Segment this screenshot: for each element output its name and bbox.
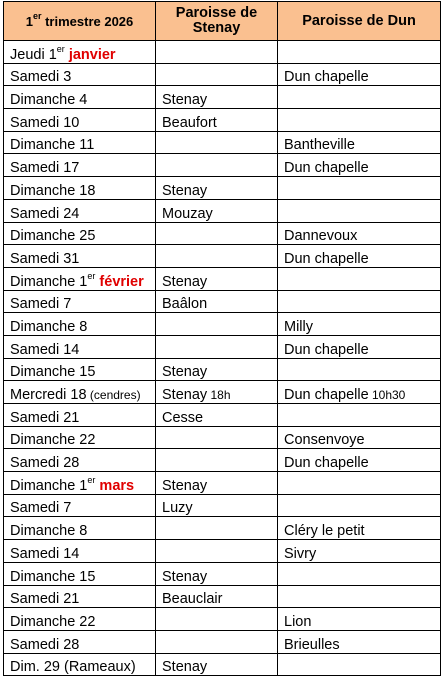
stenay-cell	[156, 494, 278, 517]
table-row	[4, 404, 441, 427]
dun-cell	[278, 585, 441, 608]
date-cell	[4, 63, 156, 86]
date-label: Samedi 31	[10, 250, 80, 267]
table-row	[4, 608, 441, 631]
stenay-cell	[156, 154, 278, 177]
date-cell	[4, 472, 156, 495]
dun-cell	[278, 154, 441, 177]
date-suffix: er	[87, 474, 96, 485]
date-label: Dimanche 22	[10, 432, 96, 449]
date-cell	[4, 86, 156, 109]
stenay-location: Stenay	[162, 568, 208, 585]
stenay-location: Beauclair	[162, 591, 223, 608]
dun-cell	[278, 199, 441, 222]
table-row	[4, 562, 441, 585]
dun-location: Dun chapelle	[284, 160, 369, 177]
date-label: Samedi 10	[10, 114, 80, 131]
dun-location: Milly	[284, 318, 313, 335]
table-row	[4, 335, 441, 358]
table-row	[4, 313, 441, 336]
table-row	[4, 199, 441, 222]
table-row	[4, 517, 441, 540]
date-label: Samedi 21	[10, 591, 80, 608]
stenay-location: Stenay	[162, 387, 208, 403]
stenay-cell	[156, 426, 278, 449]
date-label: Dimanche 8	[10, 318, 88, 335]
dun-location: Consenvoye	[284, 432, 365, 449]
date-cell	[4, 313, 156, 336]
table-row	[4, 131, 441, 154]
header-row	[4, 2, 441, 41]
dun-cell	[278, 313, 441, 336]
dun-cell	[278, 335, 441, 358]
date-cell	[4, 154, 156, 177]
stenay-cell	[156, 131, 278, 154]
dun-cell	[278, 63, 441, 86]
date-cell	[4, 199, 156, 222]
table-row	[4, 585, 441, 608]
stenay-cell	[156, 381, 278, 404]
stenay-cell	[156, 199, 278, 222]
dun-cell	[278, 494, 441, 517]
date-cell	[4, 449, 156, 472]
date-label: Dimanche 1	[10, 477, 88, 494]
table-row	[4, 358, 441, 381]
dun-location: Dun chapelle	[284, 250, 369, 267]
table-row	[4, 41, 441, 64]
date-cell	[4, 653, 156, 676]
stenay-cell	[156, 562, 278, 585]
date-label: Samedi 17	[10, 160, 80, 177]
date-label: Samedi 24	[10, 205, 80, 222]
mass-schedule-table	[3, 1, 441, 676]
date-cell	[4, 109, 156, 132]
dun-cell	[278, 358, 441, 381]
stenay-cell	[156, 86, 278, 109]
dun-cell	[278, 177, 441, 200]
date-label: Dimanche 15	[10, 364, 96, 381]
stenay-cell	[156, 177, 278, 200]
dun-location: Dun chapelle	[284, 455, 369, 472]
dun-cell	[278, 653, 441, 676]
table-row	[4, 154, 441, 177]
stenay-location: Stenay	[162, 659, 208, 676]
table-row	[4, 245, 441, 268]
date-label: Dimanche 18	[10, 182, 96, 199]
stenay-cell	[156, 630, 278, 653]
date-label: Samedi 28	[10, 455, 80, 472]
date-label: Mercredi 18	[10, 387, 87, 403]
month-label: mars	[99, 477, 135, 494]
dun-cell	[278, 426, 441, 449]
table-row	[4, 86, 441, 109]
table-row	[4, 267, 441, 290]
dun-location: Sivry	[284, 545, 317, 562]
date-cell	[4, 404, 156, 427]
date-label: Samedi 21	[10, 409, 80, 426]
date-cell	[4, 131, 156, 154]
date-suffix: er	[56, 43, 65, 54]
stenay-cell	[156, 222, 278, 245]
date-cell	[4, 358, 156, 381]
schedule-body	[4, 41, 441, 676]
stenay-cell	[156, 472, 278, 495]
stenay-cell	[156, 608, 278, 631]
dun-cell	[278, 245, 441, 268]
date-cell	[4, 608, 156, 631]
dun-cell	[278, 562, 441, 585]
date-label: Jeudi 1	[10, 46, 57, 63]
table-row	[4, 381, 441, 404]
date-cell	[4, 267, 156, 290]
dun-cell	[278, 222, 441, 245]
dun-location: Dun chapelle	[284, 387, 369, 403]
date-cell	[4, 290, 156, 313]
table-row	[4, 540, 441, 563]
date-cell	[4, 494, 156, 517]
table-row	[4, 426, 441, 449]
stenay-location: Stenay	[162, 92, 208, 109]
date-cell	[4, 517, 156, 540]
date-label: Dimanche 22	[10, 613, 96, 630]
table-row	[4, 222, 441, 245]
table-row	[4, 630, 441, 653]
date-cell	[4, 630, 156, 653]
date-cell	[4, 562, 156, 585]
date-label: Samedi 14	[10, 545, 80, 562]
dun-cell	[278, 608, 441, 631]
date-label: Samedi 7	[10, 296, 72, 313]
stenay-location: Baâlon	[162, 296, 208, 313]
dun-cell	[278, 109, 441, 132]
date-label: Samedi 7	[10, 500, 72, 517]
stenay-location: Mouzay	[162, 205, 213, 222]
stenay-cell	[156, 109, 278, 132]
date-label: Samedi 3	[10, 69, 72, 86]
date-label: Dimanche 15	[10, 568, 96, 585]
header-dun: Paroisse de Dun	[278, 2, 441, 41]
dun-location: Dun chapelle	[284, 69, 369, 86]
stenay-cell	[156, 313, 278, 336]
dun-cell	[278, 540, 441, 563]
date-cell	[4, 585, 156, 608]
dun-location: Cléry le petit	[284, 523, 365, 540]
date-label: Dim. 29 (Rameaux)	[10, 659, 136, 676]
stenay-cell	[156, 585, 278, 608]
table-row	[4, 109, 441, 132]
date-cell	[4, 381, 156, 404]
stenay-cell	[156, 517, 278, 540]
stenay-cell	[156, 290, 278, 313]
stenay-cell	[156, 63, 278, 86]
stenay-cell	[156, 404, 278, 427]
dun-cell	[278, 381, 441, 404]
dun-cell	[278, 86, 441, 109]
dun-cell	[278, 472, 441, 495]
stenay-location: Luzy	[162, 500, 193, 517]
stenay-cell	[156, 245, 278, 268]
table-row	[4, 177, 441, 200]
dun-cell	[278, 267, 441, 290]
date-label: Dimanche 1	[10, 273, 88, 290]
stenay-location: Stenay	[162, 364, 208, 381]
dun-location: Brieulles	[284, 636, 340, 653]
dun-location: Dannevoux	[284, 228, 358, 245]
dun-cell	[278, 131, 441, 154]
dun-cell	[278, 449, 441, 472]
date-label: Samedi 14	[10, 341, 80, 358]
date-label: Dimanche 25	[10, 228, 96, 245]
dun-cell	[278, 290, 441, 313]
date-note: (cendres)	[86, 388, 141, 402]
month-label: janvier	[68, 46, 116, 63]
date-label: Dimanche 4	[10, 92, 88, 109]
stenay-location: Cesse	[162, 409, 204, 426]
dun-location: Lion	[284, 613, 312, 630]
dun-location: Dun chapelle	[284, 341, 369, 358]
dun-cell	[278, 630, 441, 653]
dun-time: 10h30	[368, 388, 406, 402]
table-row	[4, 472, 441, 495]
dun-location: Bantheville	[284, 137, 355, 154]
date-cell	[4, 335, 156, 358]
dun-cell	[278, 517, 441, 540]
stenay-cell	[156, 335, 278, 358]
date-suffix: er	[87, 270, 96, 281]
stenay-cell	[156, 653, 278, 676]
table-row	[4, 449, 441, 472]
stenay-cell	[156, 41, 278, 64]
date-cell	[4, 245, 156, 268]
stenay-location: Stenay	[162, 273, 208, 290]
date-label: Dimanche 11	[10, 137, 95, 154]
table-row	[4, 63, 441, 86]
date-cell	[4, 426, 156, 449]
dun-cell	[278, 404, 441, 427]
stenay-location: Stenay	[162, 477, 208, 494]
stenay-location: Stenay	[162, 182, 208, 199]
month-label: février	[99, 273, 144, 290]
stenay-cell	[156, 358, 278, 381]
date-cell	[4, 41, 156, 64]
stenay-time: 18h	[207, 388, 231, 402]
table-row	[4, 653, 441, 676]
stenay-cell	[156, 540, 278, 563]
dun-cell	[278, 41, 441, 64]
table-row	[4, 290, 441, 313]
date-cell	[4, 540, 156, 563]
date-cell	[4, 222, 156, 245]
stenay-cell	[156, 449, 278, 472]
stenay-cell	[156, 267, 278, 290]
header-stenay: Paroisse de Stenay	[156, 2, 278, 41]
date-cell	[4, 177, 156, 200]
date-label: Dimanche 8	[10, 523, 88, 540]
date-label: Samedi 28	[10, 636, 80, 653]
header-quarter: 1er trimestre 2026	[4, 2, 156, 41]
table-row	[4, 494, 441, 517]
stenay-location: Beaufort	[162, 114, 217, 131]
